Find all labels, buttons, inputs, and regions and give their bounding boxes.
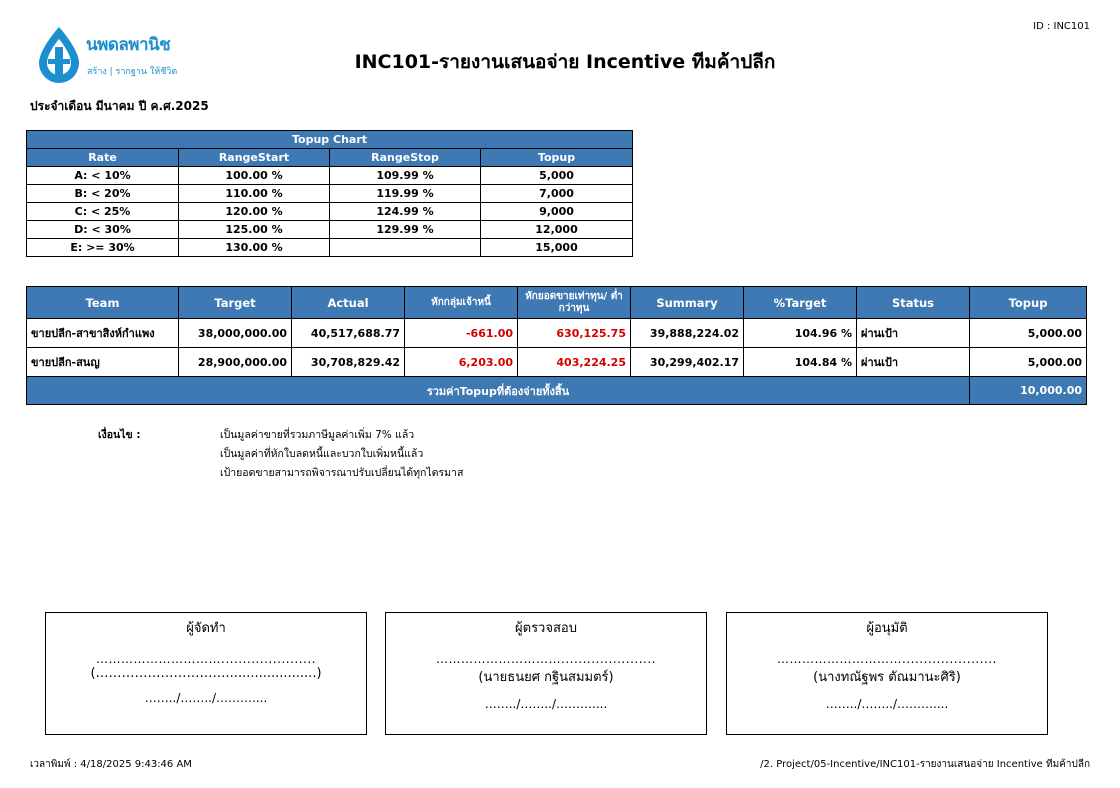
range-stop-cell: 119.99 %	[330, 185, 481, 203]
company-logo	[34, 25, 194, 85]
topup-cell: 7,000	[481, 185, 633, 203]
table-row	[27, 221, 633, 239]
signature-line: …………………………......................	[777, 652, 997, 666]
team-cell: ขายปลีก-สาขาสิงห์กำแพง	[27, 319, 179, 348]
topup-chart-title: Topup Chart	[27, 131, 633, 149]
range-stop-cell: 109.99 %	[330, 167, 481, 185]
below-cost-cell: 630,125.75	[518, 319, 631, 348]
below-cost-cell: 403,224.25	[518, 348, 631, 377]
rate-cell: D: < 30%	[27, 221, 179, 239]
column-header: Topup	[481, 149, 633, 167]
table-row	[27, 348, 1087, 377]
team-cell: ขายปลีก-สนญ	[27, 348, 179, 377]
column-header: Actual	[292, 287, 405, 319]
total-value: 10,000.00	[970, 377, 1087, 405]
status-cell: ผ่านเป้า	[857, 319, 970, 348]
range-stop-cell: 124.99 %	[330, 203, 481, 221]
signer-name: (…………………………......................)	[90, 666, 322, 681]
signer-name: (นางทณัฐพร ตัณมานะศิริ)	[813, 670, 961, 685]
column-header: หักยอดขายเท่าทุน/ ต่ำกว่าทุน	[518, 287, 631, 319]
topup-cell: 5,000.00	[970, 348, 1087, 377]
rate-cell: E: >= 30%	[27, 239, 179, 257]
table-row	[27, 203, 633, 221]
topup-cell: 5,000.00	[970, 319, 1087, 348]
signature-box-preparer	[45, 612, 367, 735]
file-path: /2. Project/05-Incentive/INC101-รายงานเสนอจ่าย Incentive ทีมค้าปลีก	[760, 759, 1090, 770]
range-start-cell: 130.00 %	[179, 239, 330, 257]
range-start-cell: 125.00 %	[179, 221, 330, 239]
droplet-logo-icon	[34, 25, 84, 85]
signature-box-approver	[726, 612, 1048, 735]
total-row	[27, 377, 1087, 405]
report-id: ID : INC101	[1033, 21, 1090, 32]
team-incentive-table	[26, 286, 1087, 405]
signature-date: ……../……../………....	[825, 697, 949, 711]
range-stop-cell: 129.99 %	[330, 221, 481, 239]
actual-cell: 40,517,688.77	[292, 319, 405, 348]
table-row	[27, 167, 633, 185]
column-header: หักกลุ่มเจ้าหนี้	[405, 287, 518, 319]
topup-chart-table	[26, 130, 633, 257]
pct-target-cell: 104.96 %	[744, 319, 857, 348]
condition-item: เป้ายอดขายสามารถพิจารณาปรับเปลี่ยนได้ทุกไตรมาส	[220, 467, 464, 479]
signature-date: ……../……../………....	[484, 697, 608, 711]
condition-item: เป็นมูลค่าขายที่รวมภาษีมูลค่าเพิ่ม 7% แล้ว	[220, 429, 415, 441]
signature-date: ……../……../………....	[144, 691, 268, 705]
report-title: INC101-รายงานเสนอจ่าย Incentive ทีมค้าปลีก	[354, 51, 776, 73]
topup-cell: 5,000	[481, 167, 633, 185]
target-cell: 28,900,000.00	[179, 348, 292, 377]
range-stop-cell	[330, 239, 481, 257]
signature-box-reviewer	[385, 612, 707, 735]
pct-target-cell: 104.84 %	[744, 348, 857, 377]
creditor-cell: -661.00	[405, 319, 518, 348]
summary-cell: 30,299,402.17	[631, 348, 744, 377]
range-start-cell: 100.00 %	[179, 167, 330, 185]
signature-line: …………………………......................	[436, 652, 656, 666]
conditions-label: เงื่อนไข :	[98, 429, 141, 441]
signature-role: ผู้จัดทำ	[186, 621, 226, 636]
logo-name: นพดลพานิช	[86, 35, 171, 55]
column-header: Topup	[970, 287, 1087, 319]
print-time: เวลาพิมพ์ : 4/18/2025 9:43:46 AM	[30, 759, 192, 770]
range-start-cell: 110.00 %	[179, 185, 330, 203]
actual-cell: 30,708,829.42	[292, 348, 405, 377]
column-header: Rate	[27, 149, 179, 167]
signature-role: ผู้อนุมัติ	[866, 621, 908, 636]
summary-cell: 39,888,224.02	[631, 319, 744, 348]
topup-cell: 12,000	[481, 221, 633, 239]
logo-slogan: สร้าง | รากฐาน ให้ชีวิต	[87, 67, 178, 77]
table-row	[27, 185, 633, 203]
signature-role: ผู้ตรวจสอบ	[515, 621, 577, 636]
rate-cell: C: < 25%	[27, 203, 179, 221]
target-cell: 38,000,000.00	[179, 319, 292, 348]
column-header: Team	[27, 287, 179, 319]
range-start-cell: 120.00 %	[179, 203, 330, 221]
rate-cell: B: < 20%	[27, 185, 179, 203]
column-header: Summary	[631, 287, 744, 319]
column-header: Target	[179, 287, 292, 319]
status-cell: ผ่านเป้า	[857, 348, 970, 377]
signer-name: (นายธนยศ กฐินสมมตร์)	[478, 670, 614, 685]
table-row	[27, 319, 1087, 348]
total-label: รวมค่าTopupที่ต้องจ่ายทั้งสิ้น	[27, 377, 970, 405]
table-row	[27, 239, 633, 257]
condition-item: เป็นมูลค่าที่หักใบลดหนี้และบวกใบเพิ่มหนี้แล้ว	[220, 448, 424, 460]
column-header: %Target	[744, 287, 857, 319]
report-period: ประจำเดือน มีนาคม ปี ค.ศ.2025	[30, 99, 209, 113]
column-header: RangeStart	[179, 149, 330, 167]
rate-cell: A: < 10%	[27, 167, 179, 185]
signature-line: …………………………......................	[96, 652, 316, 666]
topup-cell: 9,000	[481, 203, 633, 221]
topup-cell: 15,000	[481, 239, 633, 257]
column-header: RangeStop	[330, 149, 481, 167]
column-header: Status	[857, 287, 970, 319]
creditor-cell: 6,203.00	[405, 348, 518, 377]
